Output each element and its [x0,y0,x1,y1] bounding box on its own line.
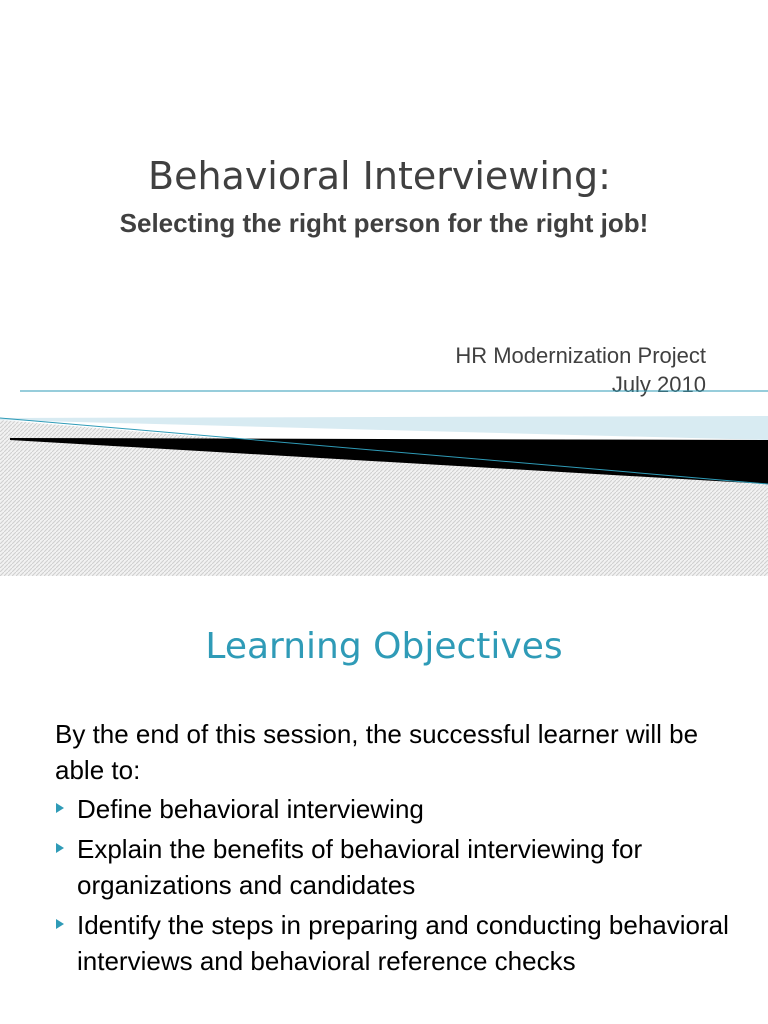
triangle-bullet-icon [56,803,64,813]
triangle-bullet-icon [56,919,64,929]
objectives-list [55,791,735,983]
objective-text: Identify the steps in preparing and conducting behavioral interviews and behavioral reference checks [77,910,729,976]
decorative-bands [0,380,768,576]
slide-title: Behavioral Interviewing: [148,154,611,198]
objective-text: Explain the benefits of behavioral interviewing for organizations and candidates [77,834,643,900]
objectives-intro: By the end of this session, the successful learner will be able to: [55,719,699,785]
objective-item [55,907,735,979]
objectives-title: Learning Objectives [205,626,563,667]
presentation-date: July 2010 [611,372,706,397]
project-name: HR Modernization Project [455,343,706,368]
objective-text: Define behavioral interviewing [77,794,424,824]
objectives-slide [0,576,768,1024]
slide-subtitle: Selecting the right person for the right job! [119,208,649,238]
objective-item [55,791,735,827]
triangle-bullet-icon [56,843,64,853]
objective-item [55,831,735,903]
